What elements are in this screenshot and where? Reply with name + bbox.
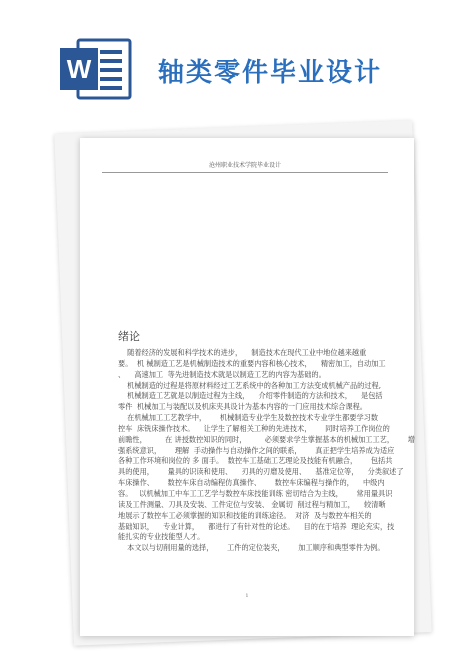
text-line: 机械制造工艺就是以制造过程为主线， 介绍零件制造的方法和技术， 是包括 — [118, 391, 383, 401]
page-number: 1 — [245, 593, 249, 599]
document-title: 轴类零件毕业设计 — [158, 58, 383, 88]
page-header: 沧州职业技术学院毕业设计 — [102, 160, 388, 173]
body-text — [118, 348, 415, 554]
text-line: 地展示了数控车工必须掌握的知识和技能的训练途径。 对济 及与数控车相关的 — [118, 510, 372, 520]
text-line: 零件 机械加工与装配以及机床夹具设计为基本内容的一门应用技术综合课程。 — [118, 402, 367, 412]
section-heading: 绪论 — [118, 330, 140, 343]
text-line: 读及工件测量、刀具及安装、工件定位与安装、 金属切 削过程与精加工， 较清晰 — [118, 499, 386, 509]
text-line: 前瞻性， 在 讲授数控知识的同时， 必须要求学生掌握基本的机械加工工艺， 增 — [118, 434, 415, 444]
text-line: 能扎实的专业技能型人才。 — [118, 532, 205, 542]
text-line: 强系统意识， 理解 手动操作与自动操作之间的联系， 真正把学生培养成为适应 — [118, 445, 395, 455]
text-line: 基础知识， 专业计算， 都进行了有针对性的论述。 目的在于培养 理论充实，技 — [118, 521, 395, 531]
text-line: 在机械加工工艺教学中， 机械制造专业学生及数控技术专业学生都要学习数 — [118, 413, 379, 423]
text-line: 容。 以机械加工中车工工艺学与数控车床技能训练 密切结合为主线， 常用量具识 — [118, 488, 393, 498]
text-line: 控车 床铣床操作技术。 让学生了解相关工种的先进技术， 同时培养工作岗位的 — [118, 423, 390, 433]
text-line: 随着经济的发展和科学技术的进步， 制造技术在现代工业中地位越来越重 — [118, 348, 367, 357]
text-line: 各种工作环境和岗位的 多 面手。 数控车工基础工艺理论及技能有机融合， 包括共 — [118, 456, 393, 466]
text-line: 要。 机 械制造工艺是机械制造技术的重要内容和核心技术， 精密加工，自动加工 — [118, 358, 386, 368]
word-document-icon — [58, 36, 134, 102]
document-page — [80, 138, 414, 636]
text-line: 具的使用， 量具的识读和使用、 刃具的刃磨及使用、 基准定位等， 分类叙述了 — [118, 467, 404, 477]
banner — [0, 0, 474, 110]
text-line: 本文以与切削用量的选择， 工件的定位装夹， 加工顺序和典型零件为例。 — [118, 543, 385, 553]
text-line: 车床操作、 数控车床自动编程仿真操作、 数控车床编程与操作的， 中级内 — [118, 478, 385, 488]
logo-letter: W — [66, 54, 92, 84]
text-line: 、 高速加工 等先进制造技术就是以制造工艺的内容为基础的。 — [118, 369, 326, 379]
text-line: 机械制造的过程是将原材料经过工艺系统中的各种加工方法变成机械产品的过程, — [118, 380, 381, 390]
